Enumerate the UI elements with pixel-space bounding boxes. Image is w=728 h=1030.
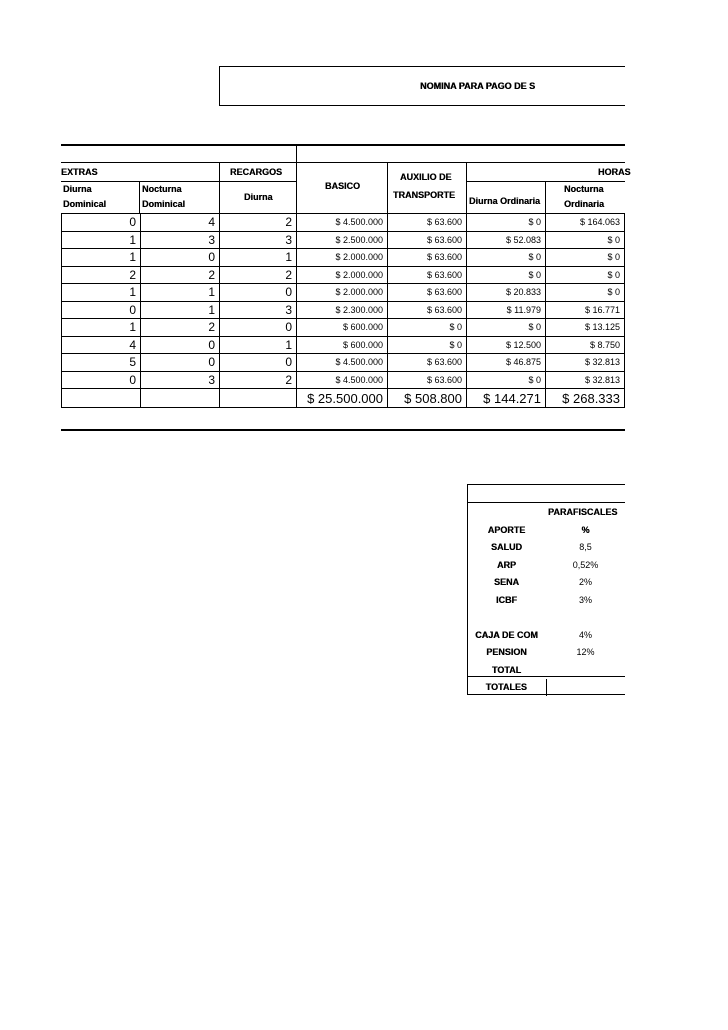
cell-nocturna-dominical[interactable]: 1 — [141, 284, 220, 302]
list-item — [467, 609, 625, 627]
cell-diurna-dominical[interactable]: 1 — [62, 284, 141, 302]
aporte-label: ICBF — [496, 594, 517, 605]
header-band-border — [61, 162, 625, 163]
cell-nocturna-ordinaria[interactable]: $ 164.063 — [546, 214, 625, 232]
header-vline-1 — [296, 144, 297, 163]
cell-auxilio[interactable]: $ 0 — [388, 336, 467, 354]
cell-recargo-diurna[interactable]: 0 — [220, 319, 297, 337]
cell-nocturna-dominical[interactable]: 0 — [141, 249, 220, 267]
cell-nocturna-ordinaria[interactable]: $ 13.125 — [546, 319, 625, 337]
table-row — [62, 301, 625, 319]
header-vline-nocturna-dom — [139, 181, 140, 213]
cell-basico[interactable]: $ 600.000 — [297, 319, 388, 337]
cell-auxilio[interactable]: $ 63.600 — [388, 214, 467, 232]
cell-diurna-ordinaria[interactable]: $ 0 — [467, 249, 546, 267]
cell-auxilio[interactable]: $ 63.600 — [388, 301, 467, 319]
cell-diurna-dominical[interactable]: 0 — [62, 371, 141, 389]
cell-diurna-ordinaria[interactable]: $ 12.500 — [467, 336, 546, 354]
cell-diurna-ordinaria[interactable]: $ 0 — [467, 371, 546, 389]
cell-basico[interactable]: $ 2.300.000 — [297, 301, 388, 319]
header-auxilio-line2: TRANSPORTE — [393, 190, 456, 200]
aporte-percent[interactable]: 0,52% — [572, 559, 599, 570]
header-basico: BASICO — [325, 181, 361, 191]
cell-diurna-ordinaria[interactable]: $ 20.833 — [467, 284, 546, 302]
table-row — [62, 284, 625, 302]
header-recargos: RECARGOS — [230, 167, 283, 177]
header-nocturna-ordinaria-line2: Ordinaria — [564, 199, 605, 209]
table-bottom-border — [61, 429, 625, 431]
cell-nocturna-ordinaria[interactable]: $ 0 — [546, 266, 625, 284]
parafiscales-header-row — [467, 521, 625, 539]
list-item — [467, 539, 625, 557]
cell-diurna-dominical[interactable]: 4 — [62, 336, 141, 354]
aporte-percent[interactable] — [546, 661, 625, 679]
list-item — [467, 574, 625, 592]
cell-basico[interactable]: $ 4.500.000 — [297, 214, 388, 232]
cell-recargo-diurna[interactable]: 2 — [220, 371, 297, 389]
table-row — [62, 266, 625, 284]
cell-recargo-diurna[interactable]: 1 — [220, 249, 297, 267]
cell-recargo-diurna[interactable]: 0 — [220, 284, 297, 302]
cell-nocturna-dominical[interactable]: 3 — [141, 231, 220, 249]
table-row — [62, 214, 625, 232]
total-nocturna-ordinaria[interactable]: $ 268.333 — [546, 389, 625, 408]
cell-auxilio[interactable]: $ 0 — [388, 319, 467, 337]
header-nocturna-ordinaria-line1: Nocturna — [564, 184, 604, 194]
cell-auxilio[interactable]: $ 63.600 — [388, 231, 467, 249]
cell-diurna-dominical[interactable]: 5 — [62, 354, 141, 372]
aporte-percent[interactable]: 12% — [576, 647, 595, 658]
aporte-percent[interactable]: 2% — [578, 577, 592, 588]
table-row — [62, 354, 625, 372]
header-recargo-diurna: Diurna — [244, 192, 273, 202]
header-diurna-dominical-line2: Dominical — [63, 199, 107, 209]
totals-row — [62, 389, 625, 408]
aporte-label: TOTALES — [485, 682, 527, 693]
cell-nocturna-ordinaria[interactable]: $ 0 — [546, 231, 625, 249]
aporte-label: SENA — [493, 577, 519, 588]
cell-diurna-dominical[interactable]: 1 — [62, 249, 141, 267]
cell-basico[interactable]: $ 4.500.000 — [297, 371, 388, 389]
list-item — [467, 626, 625, 644]
cell-auxilio[interactable]: $ 63.600 — [388, 284, 467, 302]
cell-basico[interactable]: $ 4.500.000 — [297, 354, 388, 372]
cell-nocturna-ordinaria[interactable]: $ 0 — [546, 284, 625, 302]
header-vline-auxilio-right — [466, 162, 467, 213]
col-aporte: APORTE — [487, 524, 526, 535]
cell-nocturna-ordinaria[interactable]: $ 16.771 — [546, 301, 625, 319]
aporte-percent[interactable] — [546, 679, 625, 697]
cell-nocturna-dominical[interactable]: 2 — [141, 319, 220, 337]
list-item — [467, 591, 625, 609]
header-vline-recargos-left — [219, 162, 220, 213]
list-item — [467, 679, 625, 697]
total-basico[interactable]: $ 25.500.000 — [297, 389, 388, 408]
cell-diurna-dominical[interactable]: 1 — [62, 231, 141, 249]
table-row — [62, 319, 625, 337]
header-nocturna-dominical-line1: Nocturna — [142, 184, 182, 194]
cell-recargo-diurna[interactable]: 3 — [220, 231, 297, 249]
header-diurna-ordinaria: Diurna Ordinaria — [469, 196, 541, 206]
header-hline-extras — [61, 181, 297, 182]
cell-basico[interactable]: $ 2.000.000 — [297, 284, 388, 302]
header-nocturna-dominical-line2: Dominical — [142, 199, 186, 209]
total-auxilio[interactable]: $ 508.800 — [388, 389, 467, 408]
cell-empty[interactable] — [141, 389, 220, 408]
header-vline-nocturna-ord — [545, 181, 546, 213]
cell-recargo-diurna[interactable]: 2 — [220, 214, 297, 232]
cell-recargo-diurna[interactable]: 3 — [220, 301, 297, 319]
aporte-label: TOTAL — [491, 664, 522, 675]
aporte-percent[interactable]: 4% — [578, 629, 592, 640]
list-item — [467, 556, 625, 574]
cell-diurna-dominical[interactable]: 0 — [62, 214, 141, 232]
header-diurna-dominical-line1: Diurna — [63, 184, 92, 194]
cell-nocturna-dominical[interactable]: 0 — [141, 336, 220, 354]
cell-nocturna-dominical[interactable]: 3 — [141, 371, 220, 389]
cell-diurna-ordinaria[interactable]: $ 52.083 — [467, 231, 546, 249]
cell-recargo-diurna[interactable]: 1 — [220, 336, 297, 354]
table-row — [62, 231, 625, 249]
cell-auxilio[interactable]: $ 63.600 — [388, 371, 467, 389]
total-diurna-ordinaria[interactable]: $ 144.271 — [467, 389, 546, 408]
table-row — [62, 336, 625, 354]
aporte-percent[interactable]: 3% — [578, 594, 592, 605]
cell-basico[interactable]: $ 2.000.000 — [297, 266, 388, 284]
parafiscales-title: PARAFISCALES — [548, 507, 618, 517]
cell-diurna-ordinaria[interactable]: $ 0 — [467, 266, 546, 284]
cell-nocturna-dominical[interactable]: 0 — [141, 354, 220, 372]
cell-auxilio[interactable]: $ 63.600 — [388, 266, 467, 284]
cell-nocturna-ordinaria[interactable]: $ 0 — [546, 249, 625, 267]
col-percent: % — [581, 524, 590, 535]
cell-diurna-ordinaria[interactable]: $ 46.875 — [467, 354, 546, 372]
header-extras: EXTRAS — [61, 167, 98, 177]
cell-nocturna-dominical[interactable]: 4 — [141, 214, 220, 232]
aporte-label: CAJA DE COM — [475, 629, 538, 640]
cell-diurna-ordinaria[interactable]: $ 11.979 — [467, 301, 546, 319]
cell-auxilio[interactable]: $ 63.600 — [388, 249, 467, 267]
cell-basico[interactable]: $ 600.000 — [297, 336, 388, 354]
cell-empty[interactable] — [62, 389, 141, 408]
aporte-label: PENSION — [486, 647, 527, 658]
header-vline-basico-left — [296, 162, 297, 213]
cell-diurna-ordinaria[interactable]: $ 0 — [467, 214, 546, 232]
cell-auxilio[interactable]: $ 63.600 — [388, 354, 467, 372]
cell-diurna-dominical[interactable]: 2 — [62, 266, 141, 284]
header-top-border — [61, 144, 625, 146]
cell-nocturna-ordinaria[interactable]: $ 8.750 — [546, 336, 625, 354]
list-item — [467, 661, 625, 679]
aporte-percent[interactable]: 8,5 — [579, 542, 592, 553]
parafiscales-table — [467, 521, 625, 696]
aporte-label: ARP — [496, 559, 516, 570]
cell-nocturna-dominical[interactable]: 2 — [141, 266, 220, 284]
table-row — [62, 249, 625, 267]
table-row — [62, 371, 625, 389]
cell-basico[interactable]: $ 2.000.000 — [297, 249, 388, 267]
header-auxilio-line1: AUXILIO DE — [400, 172, 452, 182]
cell-recargo-diurna[interactable]: 0 — [220, 354, 297, 372]
header-vline-auxilio-left — [387, 162, 388, 213]
header-horas: HORAS — [598, 167, 631, 177]
cell-nocturna-ordinaria[interactable]: $ 32.813 — [546, 354, 625, 372]
cell-basico[interactable]: $ 2.500.000 — [297, 231, 388, 249]
parafiscales-header-line — [467, 502, 625, 503]
cell-nocturna-ordinaria[interactable]: $ 32.813 — [546, 371, 625, 389]
cell-diurna-ordinaria[interactable]: $ 0 — [467, 319, 546, 337]
aporte-label — [467, 609, 546, 627]
cell-diurna-dominical[interactable]: 0 — [62, 301, 141, 319]
list-item — [467, 644, 625, 662]
aporte-label: SALUD — [491, 542, 522, 553]
cell-nocturna-dominical[interactable]: 1 — [141, 301, 220, 319]
cell-recargo-diurna[interactable]: 2 — [220, 266, 297, 284]
payroll-table — [61, 213, 625, 408]
cell-diurna-dominical[interactable]: 1 — [62, 319, 141, 337]
aporte-percent[interactable] — [546, 609, 625, 627]
cell-empty[interactable] — [220, 389, 297, 408]
page-title: NOMINA PARA PAGO DE S — [420, 81, 536, 91]
